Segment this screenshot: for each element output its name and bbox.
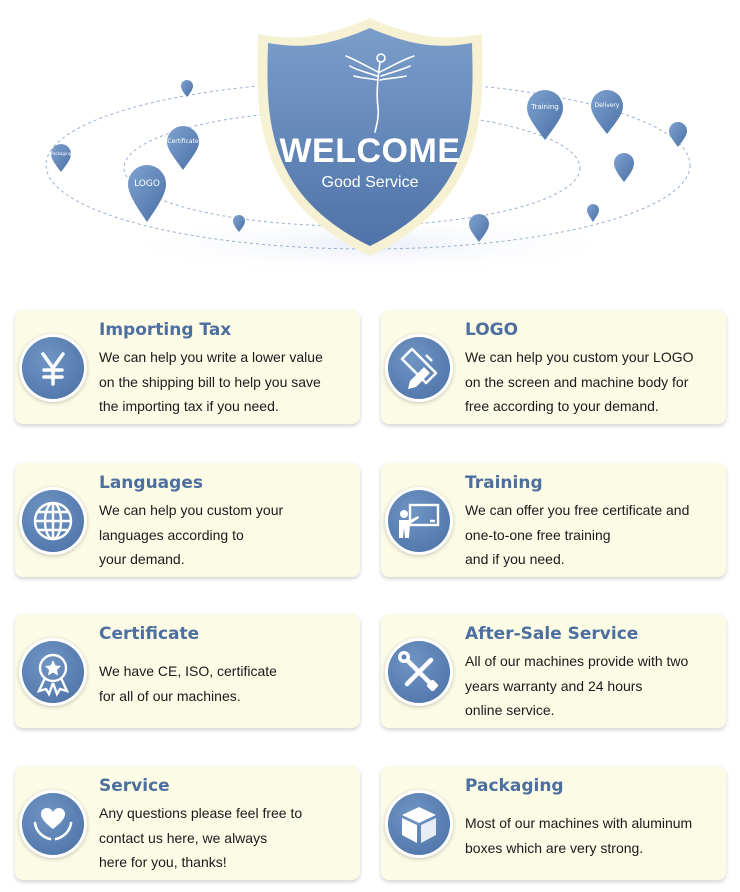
card-title: LOGO (465, 320, 519, 340)
card-title: Languages (99, 473, 203, 493)
pin-training-icon (527, 90, 563, 140)
card-text: Most of our machines with aluminum (465, 815, 693, 831)
card-text: here for you, thanks! (99, 854, 227, 870)
pin-small-icon (181, 80, 193, 97)
pin-certificate-icon (167, 126, 199, 170)
pin-delivery-icon (591, 90, 623, 134)
pin-small-icon (587, 204, 599, 222)
card-title: Training (465, 473, 543, 493)
pin-label-packaging: Packaging (50, 151, 72, 156)
card-text: and if you need. (465, 551, 565, 567)
pin-small-icon (614, 153, 634, 182)
pin-logo-icon (128, 165, 166, 222)
card-title: Certificate (99, 624, 200, 644)
service-card-certificate (15, 614, 360, 728)
pencil-ruler-icon (388, 337, 450, 399)
card-text: We can help you custom your (99, 502, 284, 518)
welcome-subtitle: Good Service (321, 174, 419, 191)
card-text: boxes which are very strong. (465, 840, 644, 856)
card-text: We can help you custom your LOGO (465, 349, 694, 365)
card-text: on the shipping bill to help you save (99, 374, 321, 390)
welcome-banner (0, 0, 740, 290)
card-text: Any questions please feel free to (99, 805, 303, 821)
service-card-packaging (381, 766, 726, 880)
pin-label-certificate: Certificate (167, 138, 199, 145)
card-text: online service. (465, 702, 555, 718)
service-card-service (15, 766, 360, 880)
card-text: the importing tax if you need. (99, 398, 279, 414)
award-ribbon-icon (22, 641, 84, 703)
card-text: languages according to (99, 527, 244, 543)
service-card-logo (381, 310, 726, 424)
pin-packaging-icon (51, 144, 71, 172)
service-card-training (381, 463, 726, 577)
pin-small-icon (669, 122, 687, 147)
pin-label-logo: LOGO (134, 179, 160, 189)
card-text: free according to your demand. (465, 398, 659, 414)
globe-icon (22, 490, 84, 552)
card-text: for all of our machines. (99, 688, 241, 704)
card-text: on the screen and machine body for (465, 374, 689, 390)
pin-label-delivery: Delivery (594, 102, 620, 109)
yen-icon (22, 337, 84, 399)
card-text: your demand. (99, 551, 185, 567)
card-text: All of our machines provide with two (465, 653, 689, 669)
card-title: Packaging (465, 776, 564, 796)
box-icon (388, 793, 450, 855)
welcome-title: WELCOME (279, 132, 461, 170)
teacher-board-icon (388, 490, 450, 552)
wrench-screwdriver-icon (388, 641, 450, 703)
service-card-after-sale (381, 614, 726, 728)
service-card-languages (15, 463, 360, 577)
card-title: Service (99, 776, 170, 796)
card-text: We have CE, ISO, certificate (99, 663, 277, 679)
card-text: years warranty and 24 hours (465, 678, 643, 694)
heart-hands-icon (22, 793, 84, 855)
card-title: Importing Tax (99, 320, 232, 340)
card-title: After-Sale Service (465, 624, 639, 644)
card-text: one-to-one free training (465, 527, 611, 543)
card-text: We can help you write a lower value (99, 349, 323, 365)
pin-label-training: Training (531, 103, 559, 111)
card-text: We can offer you free certificate and (465, 502, 690, 518)
service-card-importing-tax (15, 310, 360, 424)
card-text: contact us here, we always (99, 830, 268, 846)
